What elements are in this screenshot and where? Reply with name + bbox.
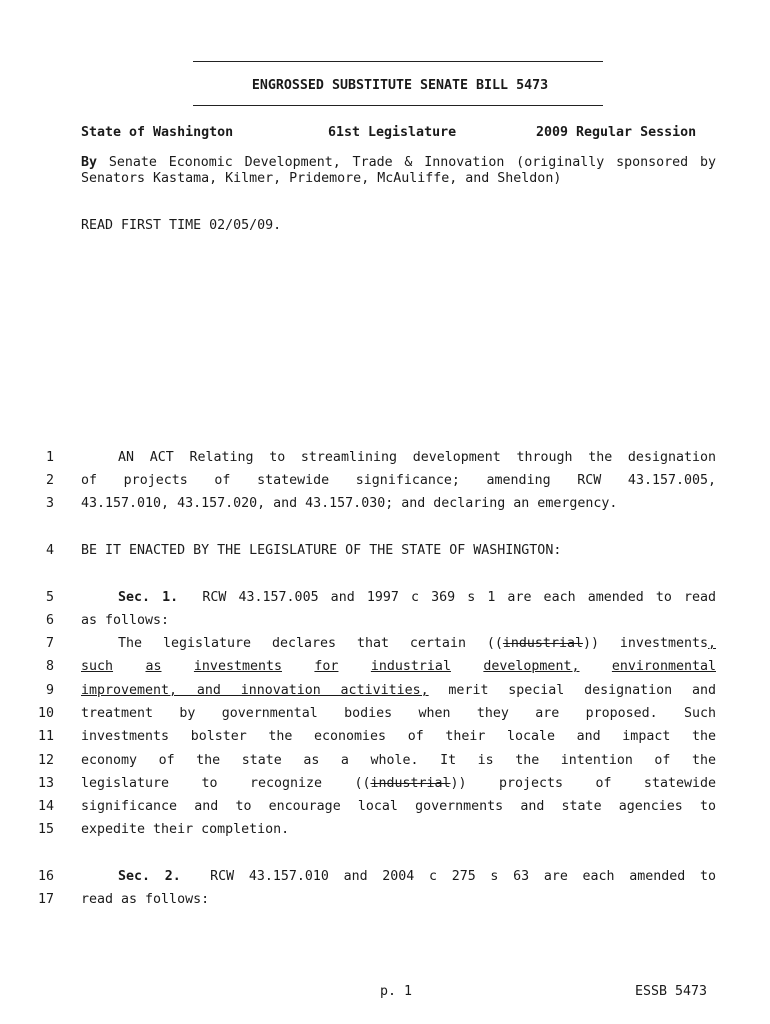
bill-title: ENGROSSED SUBSTITUTE SENATE BILL 5473	[251, 78, 549, 93]
inserted-word: such	[81, 659, 114, 674]
bill-line: as follows:	[81, 613, 170, 628]
enacting-clause: BE IT ENACTED BY THE LEGISLATURE OF THE STATE OF WASHINGTON:	[81, 543, 562, 558]
line-number: 12	[37, 753, 54, 768]
header-state: State of Washington	[81, 125, 234, 140]
bill-line: expedite their completion.	[81, 822, 290, 837]
section-2-heading	[81, 869, 716, 884]
line-number: 14	[37, 799, 54, 814]
line-number: 2	[45, 473, 54, 488]
sponsor-block	[81, 155, 716, 187]
bill-line: 43.157.010, 43.157.020, and 43.157.030; and declaring an emergency.	[81, 496, 618, 511]
header-session: 2009 Regular Session	[536, 125, 697, 140]
inserted-line	[81, 659, 716, 674]
line-number: 4	[45, 543, 54, 558]
bill-line-text: RCW 43.157.010 and 2004 c 275 s 63 are each amended to	[210, 869, 716, 884]
page-number: p. 1	[380, 984, 413, 999]
bill-line-text: merit special designation and	[428, 683, 716, 698]
bill-line: treatment by governmental bodies when they are proposed. Such	[81, 706, 716, 721]
line-number: 11	[37, 729, 54, 744]
bill-line-text: legislature to recognize ((	[81, 776, 371, 791]
line-number: 10	[37, 706, 54, 721]
bill-line	[81, 636, 716, 651]
sponsor-by-label: By	[81, 155, 98, 170]
inserted-word: industrial	[370, 659, 451, 674]
bill-line: read as follows:	[81, 892, 210, 907]
top-rule	[193, 61, 603, 62]
section-label: Sec. 1.	[118, 590, 179, 605]
inserted-text: improvement, and innovation activities,	[81, 683, 429, 698]
inserted-word: as	[145, 659, 162, 674]
bill-line: of projects of statewide significance; amending RCW 43.157.005,	[81, 473, 716, 488]
section-1-heading	[81, 590, 716, 605]
header-legislature: 61st Legislature	[328, 125, 457, 140]
line-number: 17	[37, 892, 54, 907]
line-number: 7	[45, 636, 54, 651]
bill-line: economy of the state as a whole. It is the intention of the	[81, 753, 716, 768]
line-number: 8	[45, 659, 54, 674]
inserted-word: investments	[193, 659, 282, 674]
bill-line-text: RCW 43.157.005 and 1997 c 369 s 1 are each amended to read	[202, 590, 716, 605]
inserted-word: environmental	[611, 659, 716, 674]
bill-line: investments bolster the economies of their locale and impact the	[81, 729, 716, 744]
bill-line	[81, 776, 716, 791]
line-number: 5	[45, 590, 54, 605]
inserted-text: ,	[707, 636, 716, 651]
line-number: 9	[45, 683, 54, 698]
bill-line: significance and to encourage local governments and state agencies to	[81, 799, 716, 814]
struck-text: industrial	[370, 776, 451, 791]
read-first-time: READ FIRST TIME 02/05/09.	[81, 218, 282, 233]
line-number: 1	[45, 450, 54, 465]
line-number: 6	[45, 613, 54, 628]
bill-line-text: )) investments	[582, 636, 708, 651]
footer-bill-id: ESSB 5473	[635, 984, 708, 999]
line-number: 13	[37, 776, 54, 791]
bill-line-text: The legislature declares that certain ((	[118, 636, 503, 651]
bill-line: AN ACT Relating to streamlining development through the designation	[118, 450, 716, 465]
bill-line-text: )) projects of statewide	[450, 776, 716, 791]
line-number: 15	[37, 822, 54, 837]
sponsor-text: Senate Economic Development, Trade & Innovation (originally sponsored by Senators Kastama, Kilmer, Pridemore, McAuliffe, and Sheldon)	[81, 155, 716, 186]
section-label: Sec. 2.	[118, 869, 181, 884]
line-number: 16	[37, 869, 54, 884]
bill-line	[81, 683, 716, 698]
inserted-word: development,	[483, 659, 580, 674]
struck-text: industrial	[502, 636, 583, 651]
bottom-rule	[193, 105, 603, 106]
inserted-word: for	[314, 659, 339, 674]
line-number: 3	[45, 496, 54, 511]
